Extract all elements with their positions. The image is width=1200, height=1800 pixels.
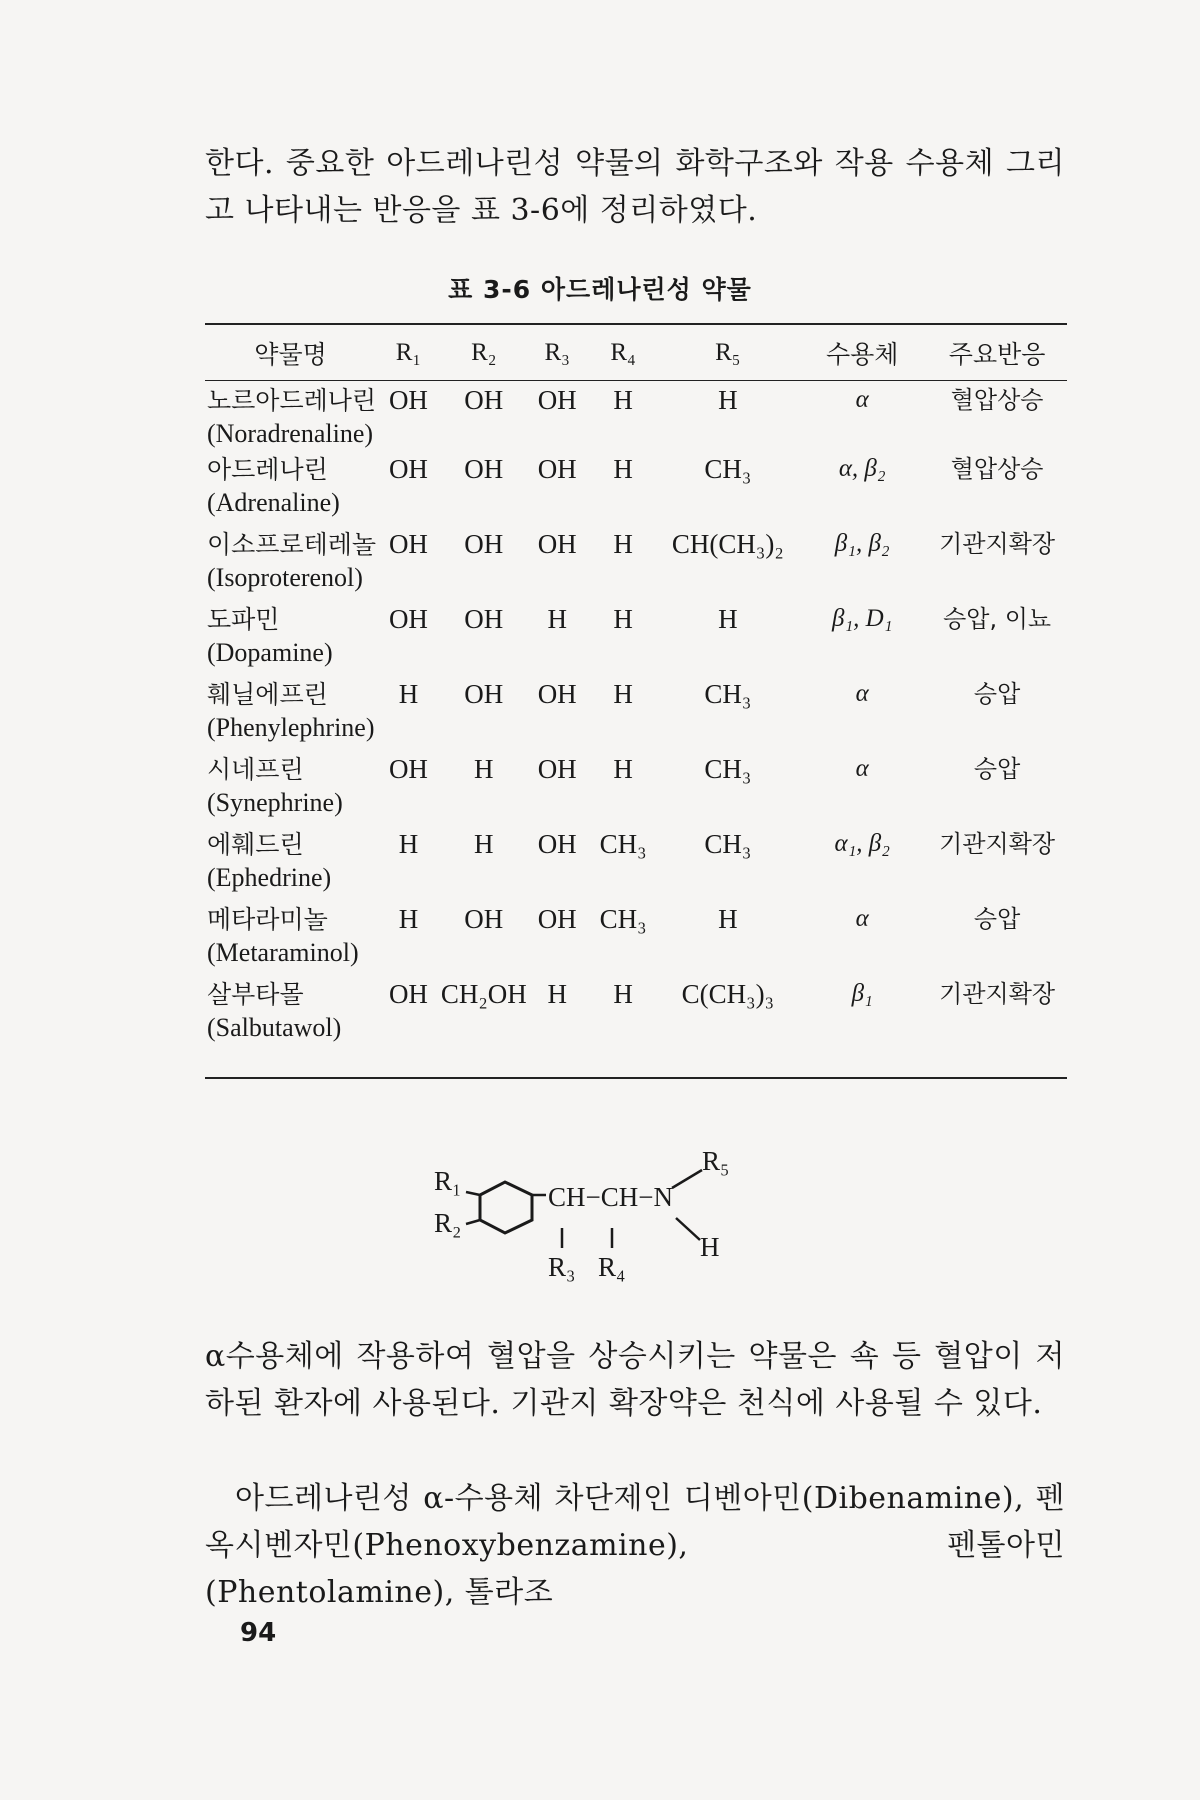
header-drug-name: 약물명: [254, 340, 327, 369]
response-cell: 기관지확장: [939, 980, 1056, 1008]
response-cell: 승압, 이뇨: [943, 605, 1052, 633]
r1-cell: H: [398, 904, 419, 934]
r2-cell: OH: [464, 604, 504, 634]
response-cell: 승압: [973, 905, 1021, 933]
r3-cell: H: [547, 604, 567, 634]
header-r4: R₄: [610, 339, 636, 366]
table-row: [205, 828, 1067, 903]
r2-cell: OH: [464, 904, 504, 934]
drug-name-en: (Noradrenaline): [207, 419, 374, 448]
r4-cell: H: [613, 754, 633, 784]
response-cell: 혈압상승: [950, 386, 1044, 414]
drug-name-ko: 에훼드린: [207, 830, 304, 859]
r1-cell: OH: [388, 979, 428, 1009]
response-cell: 기관지확장: [939, 830, 1056, 858]
response-cell: 기관지확장: [939, 530, 1056, 558]
r5-cell: CH(CH₃)₂: [671, 529, 784, 559]
header-r3: R₃: [544, 339, 570, 366]
drug-name-en: (Isoproterenol): [207, 563, 363, 592]
r2-cell: H: [474, 829, 494, 859]
receptor-cell: α: [855, 755, 869, 782]
r3-cell: OH: [537, 454, 577, 484]
r5-cell: CH₃: [704, 829, 752, 859]
drug-name-ko: 노르아드레나린: [207, 386, 377, 415]
r3-cell: OH: [537, 829, 577, 859]
r4-cell: H: [613, 454, 633, 484]
drug-name-ko: 시네프린: [207, 755, 304, 784]
benzene-ring: [480, 1182, 532, 1233]
r2-cell: OH: [464, 679, 504, 709]
r5-cell: C(CH₃)₃: [681, 979, 774, 1009]
receptor-cell: β₁: [851, 980, 873, 1007]
r3-cell: OH: [537, 904, 577, 934]
struct-chain-label: CH−CH−N: [548, 1182, 673, 1212]
body-paragraph-2: [205, 1475, 1065, 1616]
drug-name-cell: [205, 603, 376, 678]
struct-r4-label: R₄: [598, 1252, 626, 1282]
r2-cell: CH₂OH: [440, 979, 527, 1009]
drug-name-en: (Metaraminol): [207, 938, 359, 967]
r1-cell: H: [398, 829, 419, 859]
r1-cell: H: [398, 679, 419, 709]
r4-cell: CH₃: [599, 904, 647, 934]
drug-name-ko: 도파민: [207, 605, 280, 634]
drug-name-cell: [205, 378, 376, 453]
struct-r2-label: R₂: [434, 1208, 462, 1238]
drug-name-ko: 아드레나린: [207, 455, 328, 484]
r5-cell: H: [718, 604, 738, 634]
h-bond: [676, 1218, 700, 1240]
header-receptor: 수용체: [825, 340, 899, 369]
drug-name-cell: [205, 528, 376, 603]
drug-name-ko: 훼닐에프린: [207, 680, 328, 709]
drug-name-ko: 메타라미놀: [207, 905, 328, 934]
drug-name-cell: [205, 678, 376, 753]
r1-bond: [466, 1192, 480, 1195]
receptor-cell: α₁, β₂: [834, 830, 890, 857]
receptor-cell: α: [855, 680, 869, 707]
r1-cell: OH: [388, 604, 428, 634]
r4-cell: H: [613, 979, 633, 1009]
header-response: 주요반응: [948, 340, 1046, 369]
receptor-cell: β₁, D₁: [832, 605, 893, 632]
intro-paragraph: 한다. 중요한 아드레나린성 약물의 화학구조와 작용 수용체 그리고 나타내는 반응을 표 3-6에 정리하였다.: [205, 146, 1065, 228]
page-number: 94: [240, 1618, 277, 1648]
r5-cell: H: [718, 904, 738, 934]
r4-cell: H: [613, 679, 633, 709]
header-r1: R₁: [395, 339, 422, 366]
drug-name-en: (Dopamine): [207, 638, 333, 667]
table-row: [205, 678, 1067, 753]
r1-cell: OH: [388, 529, 428, 559]
r5-bond: [672, 1170, 702, 1188]
table-header-row: [205, 328, 1067, 378]
r1-cell: OH: [388, 454, 428, 484]
r3-cell: OH: [537, 754, 577, 784]
body-paragraph-1: α수용체에 작용하여 혈압을 상승시키는 약물은 쇽 등 혈압이 저하된 환자에 사용된다. 기관지 확장약은 천식에 사용될 수 있다.: [205, 1339, 1065, 1421]
drug-name-en: (Salbutawol): [207, 1013, 342, 1042]
struct-h-label: H: [700, 1232, 720, 1262]
r2-bond: [466, 1220, 480, 1224]
table-row: [205, 528, 1067, 603]
table-top-rule: [205, 323, 1067, 325]
drug-name-cell: [205, 828, 376, 903]
r5-cell: CH₃: [704, 454, 752, 484]
table-row: [205, 603, 1067, 678]
receptor-cell: α: [855, 905, 869, 932]
drug-name-en: (Ephedrine): [207, 863, 332, 892]
drug-name-en: (Phenylephrine): [207, 713, 375, 742]
drug-name-ko: 이소프로테레놀: [207, 530, 377, 559]
r5-cell: CH₃: [704, 679, 752, 709]
drug-name-ko: 살부타몰: [207, 980, 304, 1009]
table-row: [205, 753, 1067, 828]
header-r2: R₂: [471, 339, 497, 366]
table-bottom-rule: [205, 1077, 1067, 1079]
response-cell: 승압: [973, 680, 1021, 708]
r4-cell: H: [613, 385, 633, 415]
r2-cell: OH: [464, 529, 504, 559]
drug-name-cell: [205, 453, 376, 528]
table-row: [205, 453, 1067, 528]
r3-cell: OH: [537, 529, 577, 559]
table-row: [205, 978, 1067, 1053]
struct-r5-label: R₅: [702, 1146, 730, 1176]
r2-cell: H: [474, 754, 494, 784]
table-row: [205, 903, 1067, 978]
r1-cell: OH: [388, 754, 428, 784]
r4-cell: CH₃: [599, 829, 647, 859]
general-structure-diagram: [434, 1140, 860, 1300]
r3-cell: OH: [537, 679, 577, 709]
receptor-cell: α: [855, 386, 869, 413]
receptor-cell: β₁, β₂: [834, 530, 890, 557]
struct-r3-label: R₃: [548, 1252, 576, 1282]
drug-name-cell: [205, 903, 376, 978]
receptor-cell: α, β₂: [838, 455, 886, 482]
r5-cell: CH₃: [704, 754, 752, 784]
r2-cell: OH: [464, 385, 504, 415]
r4-cell: H: [613, 529, 633, 559]
drug-name-cell: [205, 978, 376, 1053]
table-caption: 표 3-6 아드레나린성 약물: [448, 275, 752, 304]
adrenergic-drugs-table: [205, 328, 1067, 1053]
r3-cell: OH: [537, 385, 577, 415]
r3-cell: H: [547, 979, 567, 1009]
response-cell: 혈압상승: [950, 455, 1044, 483]
drug-name-en: (Adrenaline): [207, 488, 340, 517]
body-paragraph-2-text: 아드레나린성 α-수용체 차단제인 디벤아민(Dibenamine), 펜옥시벤자민(Phenoxybenzamine), 펜톨아민(Phentolamine), 톨라조: [205, 1481, 1065, 1610]
r5-cell: H: [718, 385, 738, 415]
r4-cell: H: [613, 604, 633, 634]
response-cell: 승압: [973, 755, 1021, 783]
r2-cell: OH: [464, 454, 504, 484]
header-r5: R₅: [715, 339, 741, 366]
drug-name-en: (Synephrine): [207, 788, 343, 817]
struct-r1-label: R₁: [434, 1166, 462, 1196]
r1-cell: OH: [388, 385, 428, 415]
drug-name-cell: [205, 753, 376, 828]
table-row: [205, 378, 1067, 453]
